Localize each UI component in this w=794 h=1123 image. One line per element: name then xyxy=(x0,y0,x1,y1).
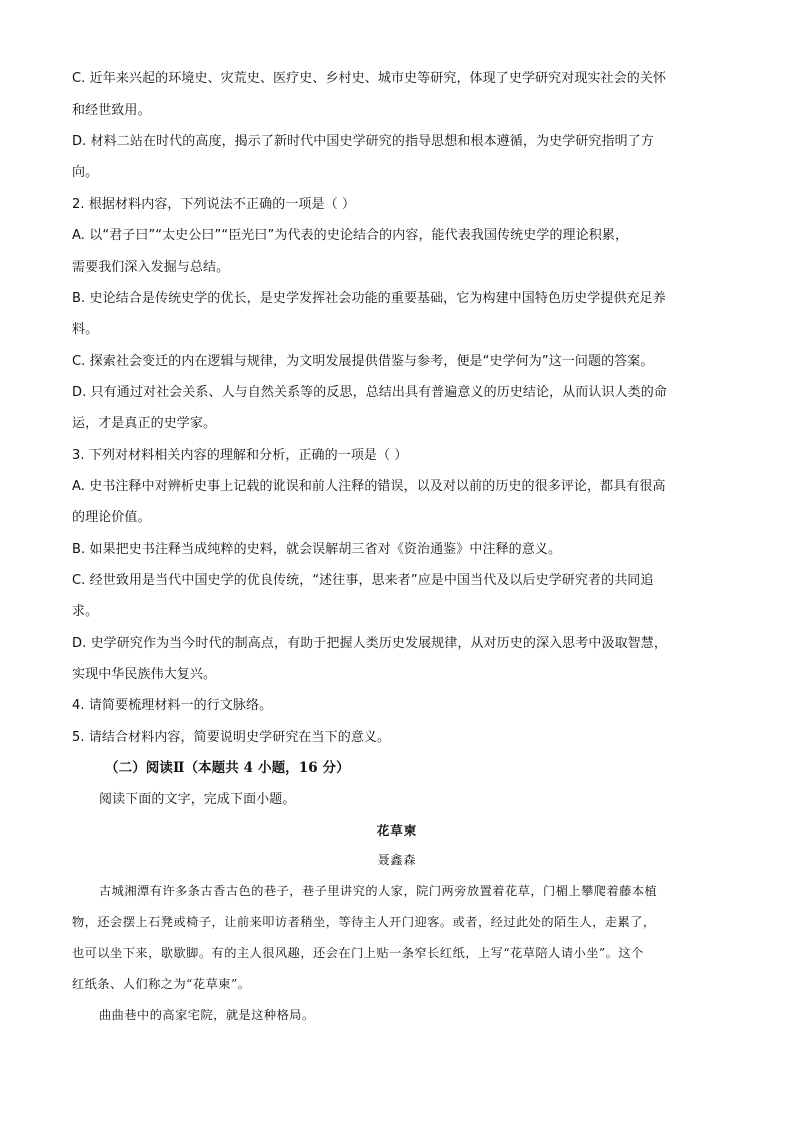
option-1c-line1: C. 近年来兴起的环境史、灾荒史、医疗史、乡村史、城市史等研究，体现了史学研究对现实社会的关怀 xyxy=(72,71,667,86)
option-1d-line2: 向。 xyxy=(72,165,99,180)
option-3d-line2: 实现中华民族伟大复兴。 xyxy=(72,667,217,682)
option-3a-line1: A. 史书注释中对辨析史事上记载的讹误和前人注释的错误，以及对以前的历史的很多评论，都具有很高 xyxy=(72,479,666,494)
story-paragraph-1-line1: 古城湘潭有许多条古香古色的巷子，巷子里讲究的人家，院门两旁放置着花草，门楣上攀爬着藤本植 xyxy=(99,884,658,898)
question-5: 5. 请结合材料内容，简要说明史学研究在当下的意义。 xyxy=(72,730,391,745)
story-paragraph-2: 曲曲巷中的高家宅院，就是这种格局。 xyxy=(99,1008,315,1022)
option-3c-line2: 求。 xyxy=(72,604,99,619)
story-author: 聂鑫森 xyxy=(377,853,417,867)
option-1c-line2: 和经世致用。 xyxy=(72,103,151,118)
option-2d-line2: 运，才是真正的史学家。 xyxy=(72,416,217,431)
story-paragraph-1-line3: 也可以坐下来，歇歇脚。有的主人很风趣，还会在门上贴一条窄长红纸，上写“花草陪人请小坐”。这个 xyxy=(72,946,644,960)
option-2c: C. 探索社会变迁的内在逻辑与规律，为文明发展提供借鉴与参考，便是“史学何为”这一问题的答案。 xyxy=(72,354,654,369)
option-2a-line1: A. 以“君子曰”“太史公曰”“臣光曰”为代表的史论结合的内容，能代表我国传统史学的理论积累， xyxy=(72,228,629,243)
option-2d-line1: D. 只有通过对社会关系、人与自然关系等的反思，总结出具有普遍意义的历史结论，从而认识人类的命 xyxy=(72,385,667,400)
option-1d-line1: D. 材料二站在时代的高度，揭示了新时代中国史学研究的指导思想和根本遵循，为史学研究指明了方 xyxy=(72,134,654,149)
option-2b-line1: B. 史论结合是传统史学的优长，是史学发挥社会功能的重要基础，它为构建中国特色历史学提供充足养 xyxy=(72,291,666,306)
option-2a-line2: 需要我们深入发掘与总结。 xyxy=(72,260,230,275)
question-4: 4. 请简要梳理材料一的行文脉络。 xyxy=(72,698,273,713)
section-heading: （二）阅读Ⅱ（本题共 4 小题，16 分） xyxy=(105,760,350,776)
option-2b-line2: 料。 xyxy=(72,322,99,337)
story-paragraph-1-line2: 物，还会摆上石凳或椅子，让前来叩访者稍坐，等待主人开门迎客。或者，经过此处的陌生人，走累了， xyxy=(72,915,656,929)
story-paragraph-1-line4: 红纸条、人们称之为“花草柬”。 xyxy=(72,977,251,991)
reading-instruction: 阅读下面的文字，完成下面小题。 xyxy=(99,792,296,807)
option-3d-line1: D. 史学研究作为当今时代的制高点，有助于把握人类历史发展规律，从对历史的深入思考中汲取智慧， xyxy=(72,636,667,651)
option-3a-line2: 的理论价值。 xyxy=(72,510,151,525)
question-2-stem: 2. 根据材料内容，下列说法不正确的一项是（ ） xyxy=(72,197,356,212)
question-3-stem: 3. 下列对材料相关内容的理解和分析，正确的一项是（ ） xyxy=(72,448,408,463)
story-title: 花草柬 xyxy=(376,823,418,838)
option-3b: B. 如果把史书注释当成纯粹的史料，就会误解胡三省对《资治通鉴》中注释的意义。 xyxy=(72,542,562,557)
option-3c-line1: C. 经世致用是当代中国史学的优良传统，“述往事，思来者”应是中国当代及以后史学研究者的共同追 xyxy=(72,573,654,588)
